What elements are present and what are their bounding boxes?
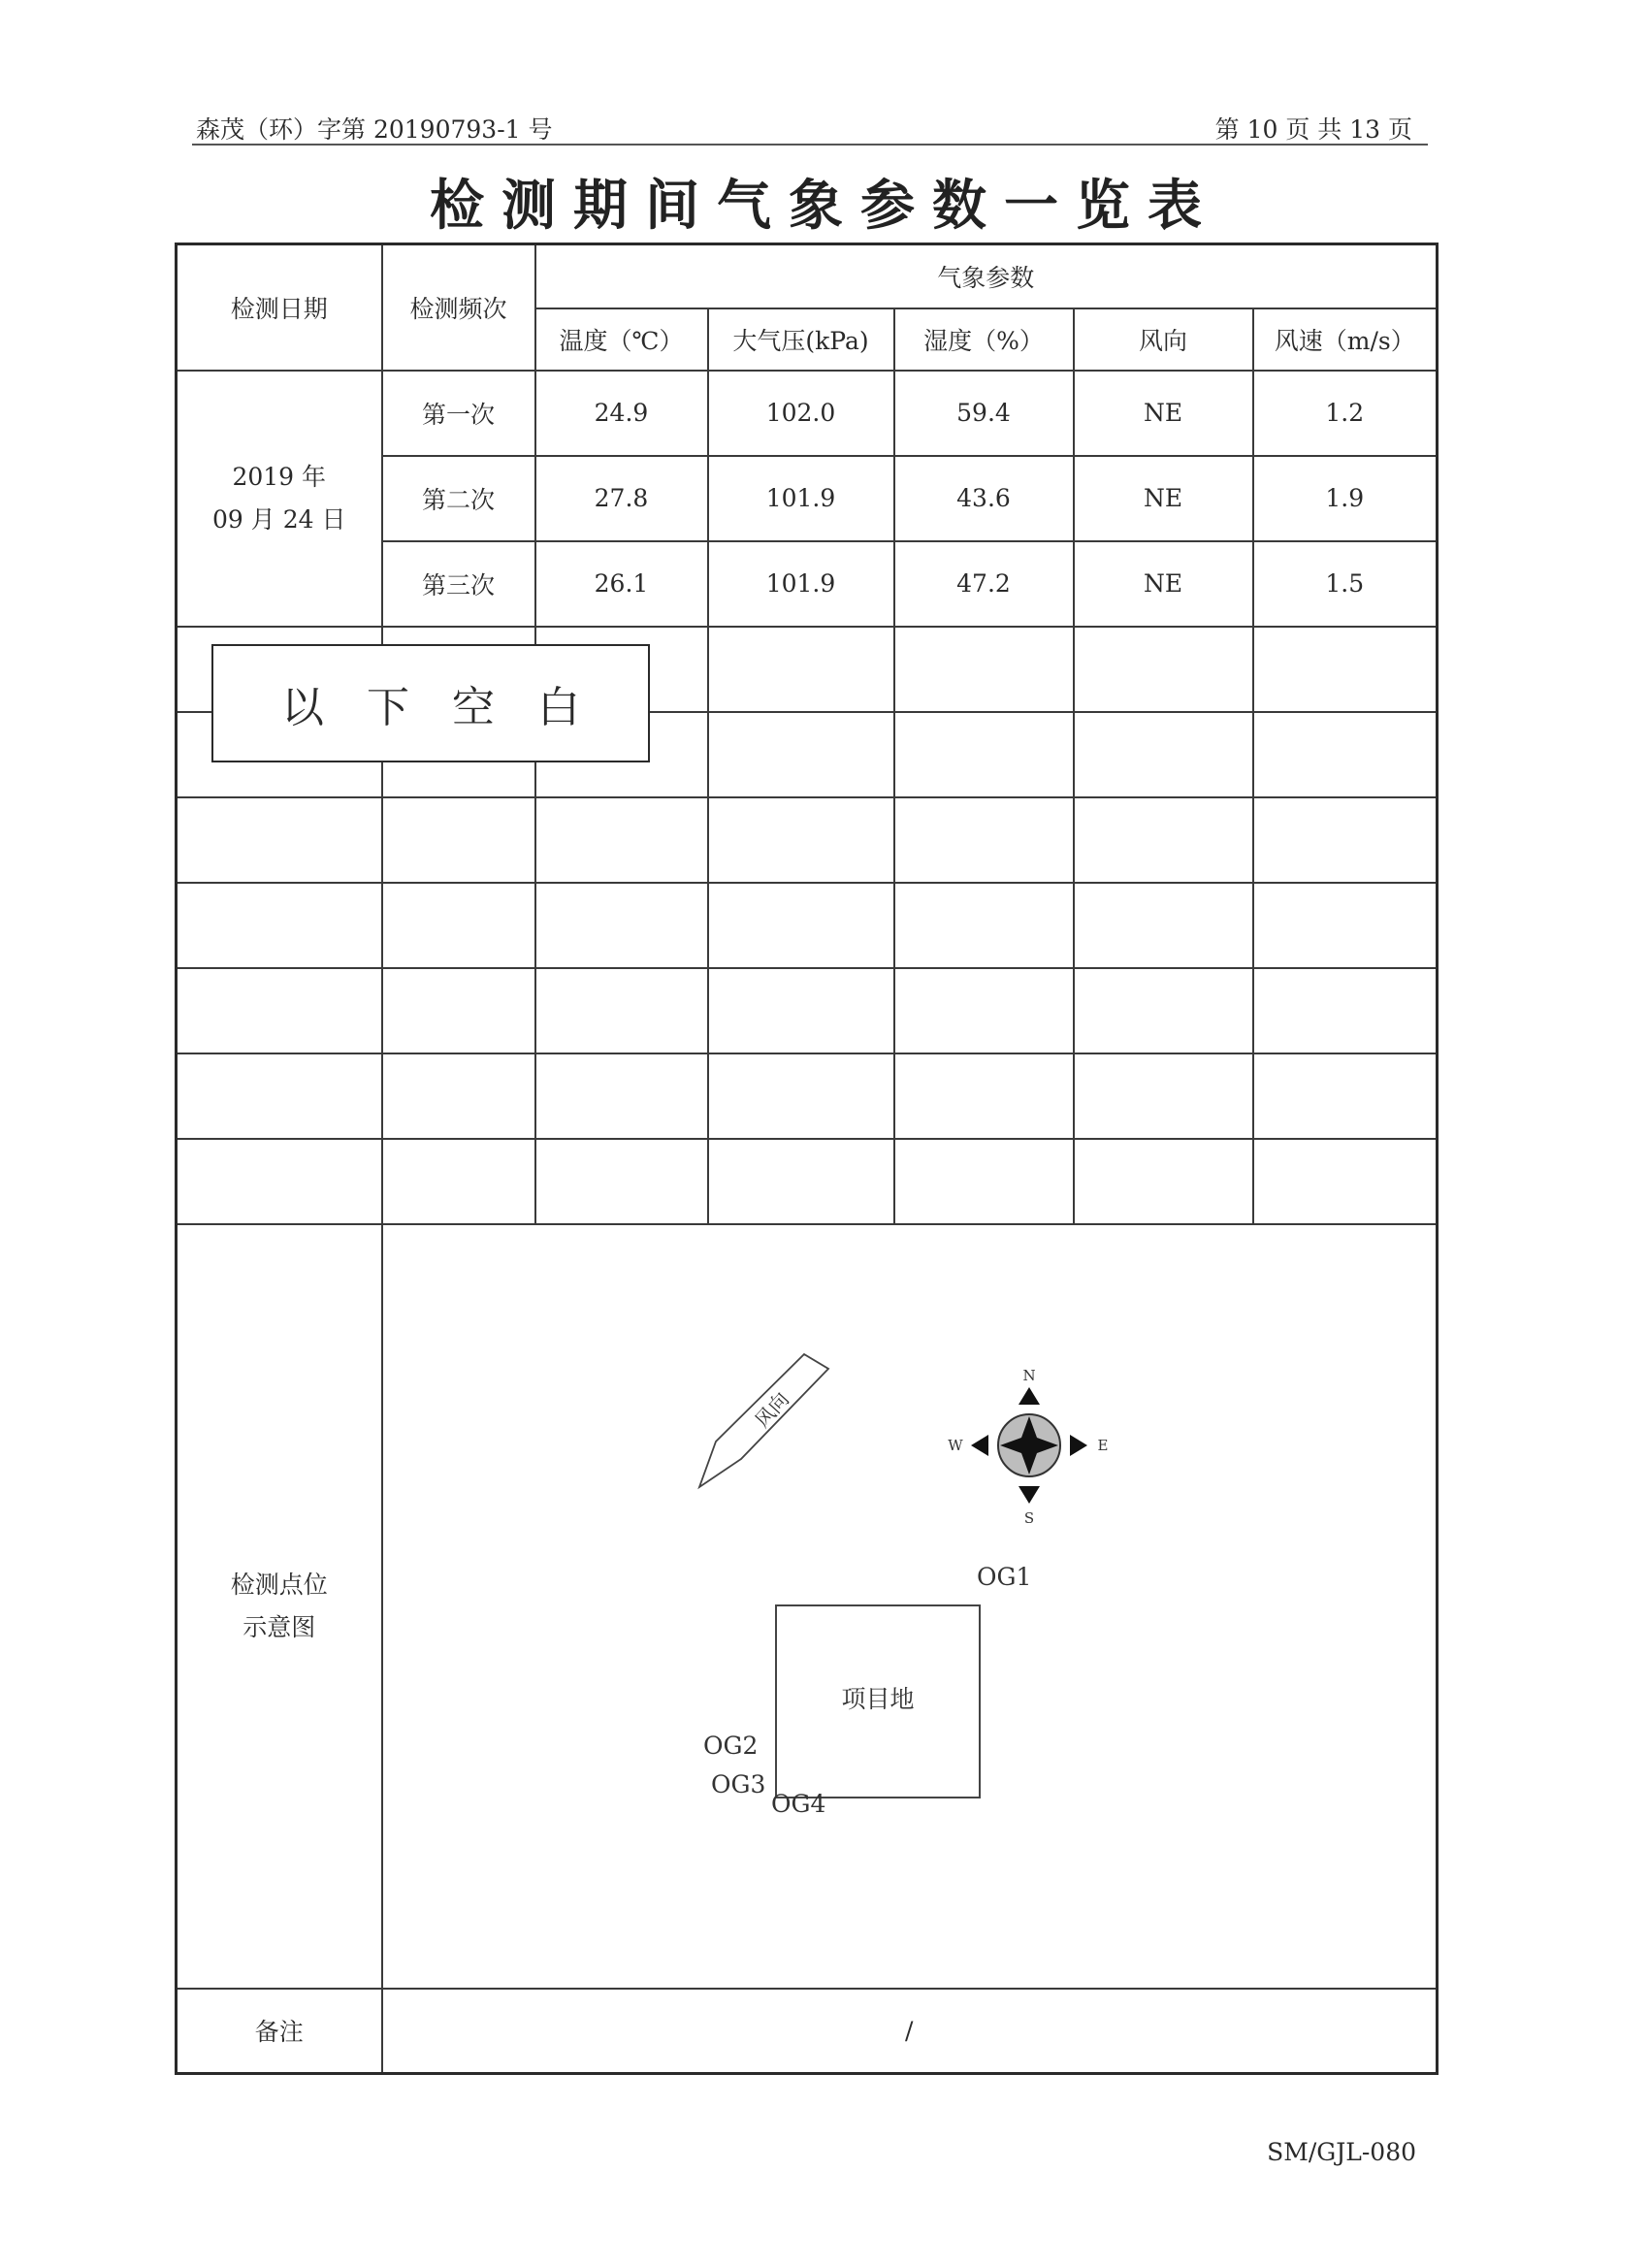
compass-south: S <box>1023 1508 1034 1527</box>
empty-row <box>177 797 1438 883</box>
temperature-cell: 26.1 <box>535 541 708 627</box>
header-wind-direction: 风向 <box>1074 308 1253 371</box>
header-weather-params: 气象参数 <box>535 244 1438 308</box>
monitoring-point-diagram <box>383 1225 1437 1988</box>
diagram-label-line2: 示意图 <box>242 1612 316 1641</box>
point-g2: OG2 <box>702 1731 758 1760</box>
point-g3: OG3 <box>710 1769 765 1798</box>
empty-row <box>177 968 1438 1053</box>
project-site <box>776 1605 980 1798</box>
header-temperature: 温度（℃） <box>535 308 708 371</box>
wind-direction-cell: NE <box>1074 371 1253 456</box>
pressure-cell: 101.9 <box>708 456 894 541</box>
frequency-cell: 第二次 <box>382 456 535 541</box>
compass-icon <box>948 1367 1108 1527</box>
wind-arrow-label: 风向 <box>749 1386 793 1432</box>
page-header <box>192 105 1428 146</box>
date-year: 2019 年 <box>232 462 327 491</box>
compass-west: W <box>947 1436 963 1454</box>
humidity-cell: 43.6 <box>894 456 1074 541</box>
page-title: 检测期间气象参数一览表 <box>430 175 1219 238</box>
wind-direction-arrow <box>699 1354 828 1487</box>
date-day: 09 月 24 日 <box>212 504 346 534</box>
wind-speed-cell: 1.9 <box>1253 456 1438 541</box>
point-g4: OG4 <box>770 1789 825 1818</box>
pressure-cell: 102.0 <box>708 371 894 456</box>
page-number: 第 10 页 共 13 页 <box>1214 115 1412 144</box>
remarks-label: 备注 <box>177 1989 382 2074</box>
header-humidity: 湿度（%） <box>894 308 1074 371</box>
humidity-cell: 47.2 <box>894 541 1074 627</box>
temperature-cell: 27.8 <box>535 456 708 541</box>
point-g1: OG1 <box>976 1562 1031 1591</box>
form-code: SM/GJL-080 <box>1267 2138 1416 2166</box>
blank-below-stamp: 以下空白 <box>211 644 650 762</box>
wind-direction-cell: NE <box>1074 456 1253 541</box>
wind-direction-cell: NE <box>1074 541 1253 627</box>
project-site-label: 项目地 <box>840 1684 915 1713</box>
header-frequency: 检测频次 <box>382 244 535 371</box>
diagram-svg <box>383 1225 1437 1988</box>
empty-row <box>177 883 1438 968</box>
wind-speed-cell: 1.2 <box>1253 371 1438 456</box>
temperature-cell: 24.9 <box>535 371 708 456</box>
compass-north: N <box>1021 1366 1036 1384</box>
diagram-label-line1: 检测点位 <box>230 1570 328 1599</box>
diagram-label-cell <box>177 1224 382 1989</box>
frequency-cell: 第三次 <box>382 541 535 627</box>
header-pressure: 大气压(kPa) <box>708 308 894 371</box>
frequency-cell: 第一次 <box>382 371 535 456</box>
table-row <box>177 371 1438 456</box>
humidity-cell: 59.4 <box>894 371 1074 456</box>
diagram-cell <box>382 1224 1438 1989</box>
pressure-cell: 101.9 <box>708 541 894 627</box>
date-cell <box>177 371 382 627</box>
header-date: 检测日期 <box>177 244 382 371</box>
header-wind-speed: 风速（m/s） <box>1253 308 1438 371</box>
remarks-value: / <box>382 1989 1438 2074</box>
empty-row <box>177 1053 1438 1139</box>
wind-speed-cell: 1.5 <box>1253 541 1438 627</box>
document-number: 森茂（环）字第 20190793-1 号 <box>196 115 553 144</box>
compass-east: E <box>1097 1436 1108 1454</box>
empty-row <box>177 1139 1438 1224</box>
weather-parameters-table <box>175 243 1439 2075</box>
